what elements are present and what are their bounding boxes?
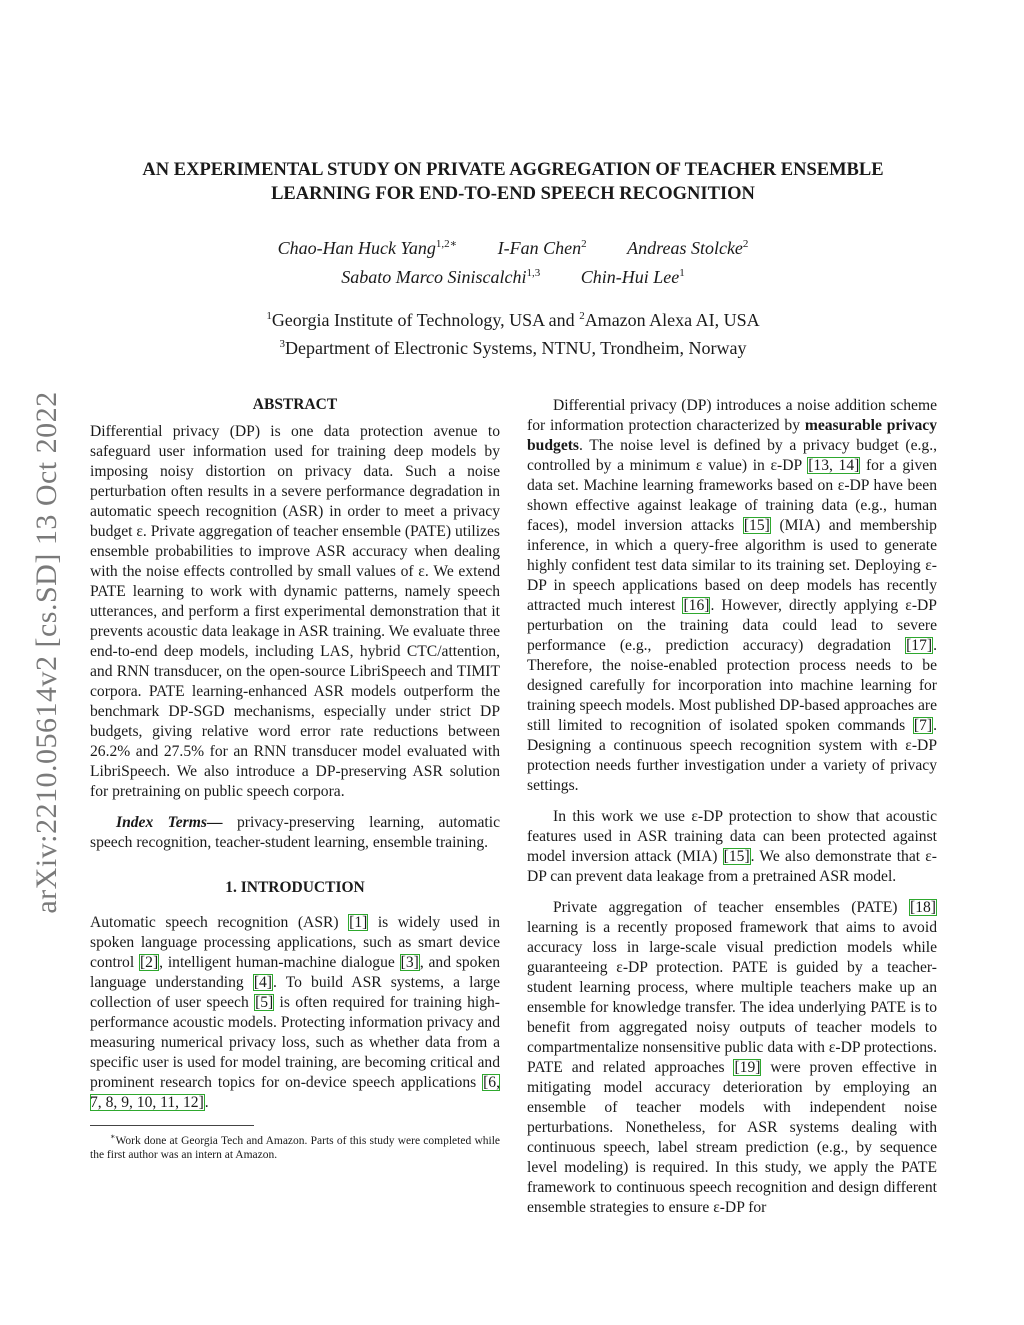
this-work-paragraph: In this work we use ε-DP protection to show that acoustic features used in ASR training data can been protected against model inversion attack (MIA) [15]. We also demonstrate that ε-DP can prevent data leakage from a pretrained ASR model.	[527, 808, 937, 885]
introduction-paragraph: Automatic speech recognition (ASR) [1] is widely used in spoken language processing applications, such as smart device control [2], intelligent human-machine dialogue [3], and spoken language understanding [4]. To build ASR systems, a large collection of user speech [5] is often required for training high-performance acoustic models. Protecting information privacy and measuring numerical privacy loss, such as whether data from a specific user is used for model training, are becoming critical and prominent research topics for on-device speech applications [6, 7, 8, 9, 10, 11, 12].	[90, 914, 500, 1111]
author-1: Chao-Han Huck Yang$^{1,2∗}$	[277, 238, 458, 258]
citation-link[interactable]: [15]	[743, 517, 770, 534]
citation-link[interactable]: [19]	[734, 1059, 761, 1076]
dp-paragraph: Differential privacy (DP) introduces a noise addition scheme for information protection characterized by measurable privacy budgets. The noise level is defined by a privacy budget (e.g., controlled by a minimum ε value) in ε-DP [13, 14] for a given data set. Machine learning frameworks based on ε-DP have been shown effective against leakage of training data (e.g., human faces), model inversion attacks [15] (MIA) and membership inference, in which a query-free algorithm is used to generate highly confident test data similar to its training set. Deploying ε-DP in speech applications based on deep models has recently attracted much interest [16]. However, directly applying ε-DP perturbation on the training data could lead to severe performance (e.g., prediction accuracy) degradation [17]. Therefore, the noise-enabled protection process needs to be designed carefully for incorporation into machine learning for training speech models. Most published DP-based approaches are still limited to recognition of isolated spoken commands [7]. Designing a continuous speech recognition system with ε-DP protection needs further investigation under a variety of privacy settings.	[527, 397, 938, 794]
footnote: ∗Work done at Georgia Tech and Amazon. Parts of this study were completed while the first author was an intern at Amazon.	[90, 1132, 500, 1161]
footnote-divider	[90, 1125, 254, 1126]
arxiv-identifier: arXiv:2210.05614v2 [cs.SD] 13 Oct 2022	[30, 391, 63, 914]
index-terms-text: privacy-preserving learning, automatic speech recognition, teacher-student learning, ensemble training.	[90, 814, 501, 851]
title-line-1: AN EXPERIMENTAL STUDY ON PRIVATE AGGREGATION OF TEACHER ENSEMBLE	[142, 160, 884, 180]
author-5: Chin-Hui Lee$^1$	[580, 267, 685, 287]
paper-title	[100, 158, 926, 206]
arxiv-sidebar-stamp	[12, 360, 82, 945]
index-terms-label: Index Terms—	[116, 814, 223, 831]
citation-link[interactable]: [1]	[349, 914, 368, 931]
abstract-heading: ABSTRACT	[252, 396, 338, 413]
citation-link[interactable]: [3]	[400, 954, 419, 971]
citation-link[interactable]: [15]	[723, 848, 750, 865]
introduction-heading: 1. INTRODUCTION	[225, 879, 365, 896]
citation-link[interactable]: [16]	[683, 597, 710, 614]
right-column	[527, 396, 937, 1218]
abstract-text: Differential privacy (DP) is one data protection avenue to safeguard user information used for training deep models by imposing noisy distortion on privacy data. Such a noise perturbation often results in a severe performance degradation in automatic speech recognition (ASR) in order to meet a privacy budget ε. Private aggregation of teacher ensemble (PATE) utilizes ensemble probabilities to improve ASR accuracy when dealing with the noise effects controlled by small values of ε. We extend PATE learning to work with dynamic patterns, namely speech utterances, and perform a first experimental demonstration that it prevents acoustic data leakage in ASR training. We evaluate three end-to-end deep models, including LAS, hybrid CTC/attention, and RNN transducer, on the open-source LibriSpeech and TIMIT corpora. PATE learning-enhanced ASR models outperform the benchmark DP-SGD mechanisms, especially under strict DP budgets, giving relative word error rate reductions between 26.2% and 27.5% for an RNN transducer model evaluated with LibriSpeech. We also introduce a DP-preserving ASR solution for pretraining on public speech corpora.	[90, 423, 500, 800]
author-4: Sabato Marco Siniscalchi$^{1,3}$	[341, 267, 541, 287]
citation-link[interactable]: [7]	[913, 717, 933, 734]
index-terms	[90, 813, 500, 853]
citation-link[interactable]: [17]	[906, 637, 933, 654]
citation-link[interactable]: [6, 7, 8, 9, 10, 11, 12]	[90, 1074, 500, 1111]
affiliation-line-2: $^3$Department of Electronic Systems, NTNU, Trondheim, Norway	[279, 338, 747, 358]
citation-link[interactable]: [2]	[139, 954, 159, 971]
citation-link[interactable]: [4]	[253, 974, 272, 991]
citation-link[interactable]: [13, 14]	[808, 457, 860, 474]
author-2: I-Fan Chen$^2$	[497, 238, 587, 258]
author-3: Andreas Stolcke$^2$	[627, 238, 749, 258]
author-list	[150, 232, 876, 290]
affiliations	[150, 304, 876, 360]
title-line-2: LEARNING FOR END-TO-END SPEECH RECOGNITION	[271, 184, 755, 204]
pate-paragraph: Private aggregation of teacher ensembles (PATE) [18] learning is a recently proposed framework that aims to avoid accuracy loss in large-scale visual prediction models while guaranteeing ε-DP protection. PATE is guided by a teacher-student learning process, where multiple teachers make up an ensemble for knowledge transfer. The idea underlying PATE is to benefit from aggregated noisy outputs of teacher models to compartmentalize nonsensitive public data with ε-DP protections. PATE and related approaches [19] were proven effective in mitigating model accuracy deterioration by employing an ensemble of teacher models with independent noise perturbations. Nonetheless, for ASR systems dealing with continuous speech, label stream prediction (e.g., by sequence level modeling) is required. In this study, we apply the PATE framework to continuous speech recognition and design different ensemble strategies to ensure ε-DP for	[527, 899, 938, 1216]
citation-link[interactable]: [18]	[910, 899, 936, 916]
left-column	[90, 396, 500, 1162]
affiliation-line-1: $^1$Georgia Institute of Technology, USA and $^2$Amazon Alexa AI, USA	[266, 310, 760, 330]
citation-link[interactable]: [5]	[255, 994, 274, 1011]
